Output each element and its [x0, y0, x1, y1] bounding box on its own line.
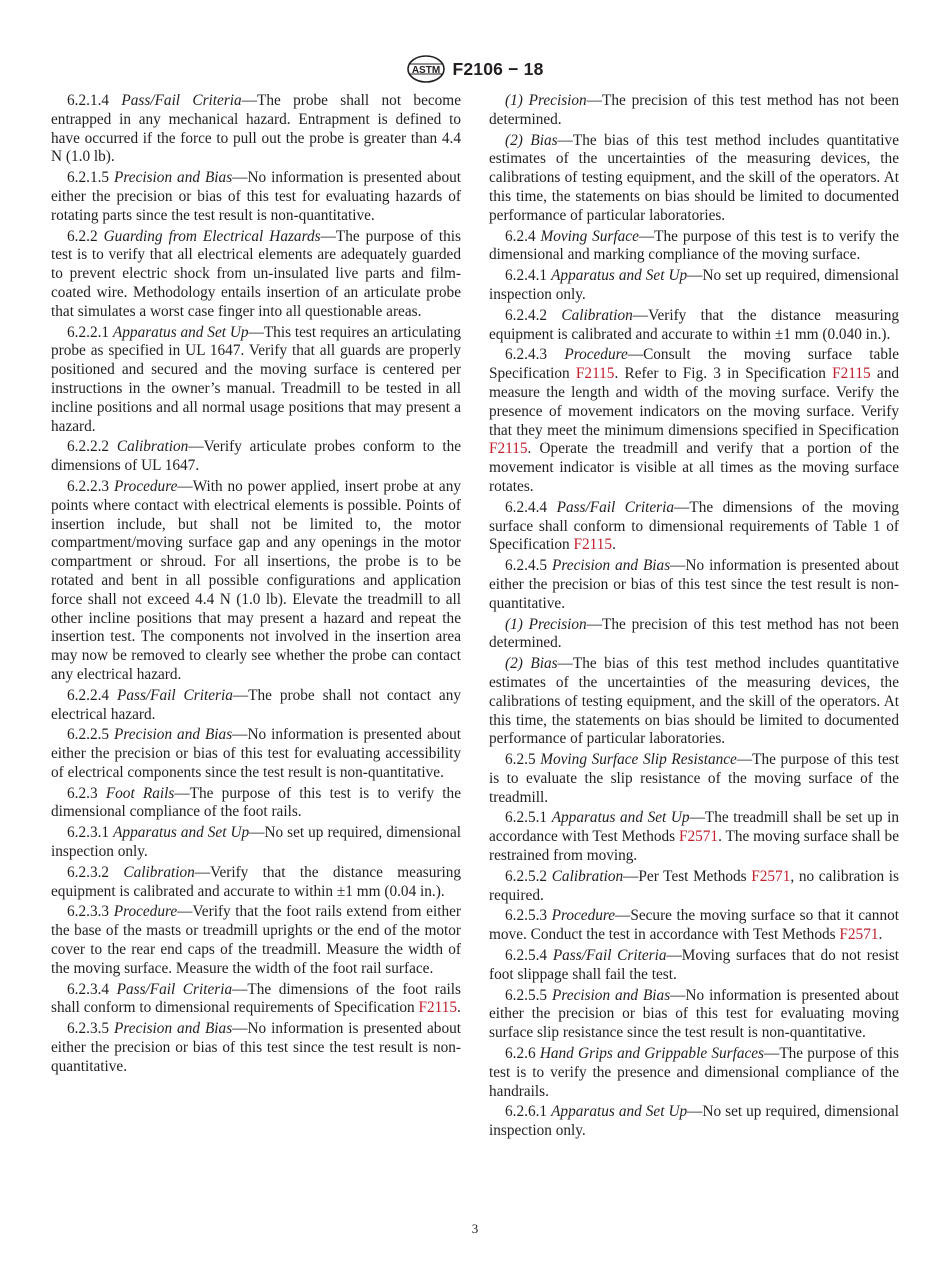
page-number: 3 [471, 1221, 479, 1236]
reference-link-f2115[interactable]: F2115 [575, 365, 615, 383]
paragraph: 6.2.4.2 Calibration—Verify that the distance measuring equipment is calibrated and accurate to within ±1 mm (0.040 in.). [489, 306, 899, 343]
page-header [0, 54, 950, 84]
paragraph: 6.2.4.4 Pass/Fail Criteria—The dimensions of the moving surface shall conform to dimensional requirements of Table 1 of Specification F2115. [489, 498, 900, 554]
reference-link-f2115[interactable]: F2115 [418, 999, 458, 1017]
paragraph: 6.2.2.4 Pass/Fail Criteria—The probe shall not contact any electrical hazard. [51, 686, 462, 723]
right-column [489, 92, 899, 1143]
reference-link-f2571[interactable]: F2571 [678, 828, 719, 846]
paragraph: 6.2.1.5 Precision and Bias—No information is presented about either the precision or bias of this test for evaluating hazards of rotating parts since the test result is non-quantitative. [51, 169, 462, 224]
paragraph: 6.2.5.5 Precision and Bias—No information is presented about either the precision or bias of this test for evaluating moving surface slip resistance since the test result is non-quantitative. [489, 986, 900, 1042]
paragraph: 6.2.5 Moving Surface Slip Resistance—The purpose of this test is to evaluate the slip resistance of the moving surface of the treadmill. [489, 751, 899, 806]
paragraph: 6.2.4.5 Precision and Bias—No information is presented about either the precision or bias of this test since the test result is non-quantitative. [489, 557, 900, 612]
paragraph: 6.2.5.3 Procedure—Secure the moving surface so that it cannot move. Conduct the test in accordance with Test Methods F2571. [489, 907, 900, 944]
paragraph: 6.2.3.5 Precision and Bias—No information is presented about either the precision or bias of this test since the test result is non-quantitative. [51, 1020, 462, 1075]
astm-logo-icon [406, 54, 446, 84]
reference-link-f2571[interactable]: F2571 [751, 867, 791, 885]
paragraph: (2) Bias—The bias of this test method includes quantitative estimates of the uncertainties of the measuring devices, the calibrations of testing equipment, and the skill of the operators. At this time, the statements on bias should be limited to documented performance of particular laboratories. [489, 131, 899, 224]
paragraph: (1) Precision—The precision of this test method has not been determined. [489, 615, 900, 652]
paragraph: 6.2.6.1 Apparatus and Set Up—No set up required, dimensional inspection only. [489, 1103, 899, 1140]
reference-link-f2115[interactable]: F2115 [489, 440, 528, 458]
paragraph: (2) Bias—The bias of this test method includes quantitative estimates of the uncertainties of the measuring devices, the calibrations of testing equipment, and the skill of the operators. At this time, the statements on bias should be limited to documented performance of particular laboratories. [489, 655, 899, 748]
paragraph: 6.2.1.4 Pass/Fail Criteria—The probe shall not become entrapped in any mechanical hazard. Entrapment is defined to have occurred if the force to pull out the probe is greater than 4.4 N (1.0 lb). [51, 92, 461, 166]
paragraph: 6.2.2.2 Calibration—Verify articulate probes conform to the dimensions of UL 1647. [51, 438, 462, 475]
paragraph: 6.2.2.1 Apparatus and Set Up—This test requires an articulating probe as specified in UL 1647. Verify that all guards are properly positioned and secured and the moving surface is centered per instructions in the owner’s manual. Treadmill to be tested in all incline positions and all normal usage positions that may present a hazard. [51, 323, 461, 435]
paragraph: 6.2.6 Hand Grips and Grippable Surfaces—The purpose of this test is to verify the presence and dimensional compliance of the handrails. [489, 1045, 900, 1100]
paragraph: 6.2.3.2 Calibration—Verify that the distance measuring equipment is calibrated and accurate to within ±1 mm (0.04 in.). [51, 863, 461, 900]
paragraph: 6.2.2.5 Precision and Bias—No information is presented about either the precision or bias of this test for evaluating accessibility of electrical components since the test result is non-quantitative. [51, 726, 462, 781]
svg-text:ASTM: ASTM [412, 65, 441, 76]
paragraph: 6.2.5.4 Pass/Fail Criteria—Moving surfaces that do not resist foot slippage shall fail the test. [489, 947, 900, 983]
reference-link-f2115[interactable]: F2115 [573, 536, 613, 554]
paragraph: 6.2.5.1 Apparatus and Set Up—The treadmill shall be set up in accordance with Test Methods F2571. The moving surface shall be restrained from moving. [489, 809, 900, 865]
reference-link-f2571[interactable]: F2571 [839, 926, 879, 944]
paragraph: 6.2.5.2 Calibration—Per Test Methods F2571, no calibration is required. [489, 867, 899, 904]
document-designation: F2106 − 18 [452, 58, 544, 79]
reference-link-f2115[interactable]: F2115 [832, 365, 871, 383]
paragraph: 6.2.4.3 Procedure—Consult the moving surface table Specification F2115. Refer to Fig. 3 in Specification F2115 and measure the length and width of the moving surface. Verify the presence of movement indicators on the moving surface. Verify that they meet the minimum dimensions specified in Specification F2115. Operate the treadmill and verify that a portion of the movement indicator is visible at all times as the moving surface rotates. [489, 346, 900, 495]
paragraph: 6.2.3.4 Pass/Fail Criteria—The dimensions of the foot rails shall conform to dimensional requirements of Specification F2115. [51, 980, 461, 1017]
paragraph: 6.2.3.1 Apparatus and Set Up—No set up required, dimensional inspection only. [51, 824, 461, 861]
paragraph: 6.2.3.3 Procedure—Verify that the foot rails extend from either the base of the masts or treadmill uprights or the end of the motor cover to the rear end caps of the treadmill. Measure the width of the moving surface. Measure the width of the foot rail surface. [51, 903, 462, 977]
paragraph: 6.2.2 Guarding from Electrical Hazards—The purpose of this test is to verify that all electrical elements are adequately guarded to prevent electric shock from un-insulated live parts and film-coated wire. Methodology entails insertion of an articulate probe that simulates a worst case finger into all questionable areas. [51, 227, 461, 320]
paragraph: 6.2.2.3 Procedure—With no power applied, insert probe at any points where contact with electrical elements is possible. Points of insertion include, but shall not be limited to, the motor compartment/moving surface gap and any openings in the motor compartment or shroud. For all insertions, the probe is to be rotated and bent in all possible configurations and application force shall not exceed 4.4 N (1.0 lb). Elevate the treadmill to all other incline positions that may present a hazard and repeat the insertion test. The components not involved in the insertion area may now be removed to clearly see whether the probe can contact any electrical hazard. [51, 477, 462, 683]
paragraph: 6.2.4 Moving Surface—The purpose of this test is to verify the dimensional and marking compliance of the moving surface. [489, 227, 899, 264]
paragraph: 6.2.4.1 Apparatus and Set Up—No set up required, dimensional inspection only. [489, 267, 899, 303]
paragraph: (1) Precision—The precision of this test method has not been determined. [489, 92, 900, 128]
paragraph: 6.2.3 Foot Rails—The purpose of this test is to verify the dimensional compliance of the foot rails. [51, 784, 461, 821]
left-column [51, 92, 461, 1079]
